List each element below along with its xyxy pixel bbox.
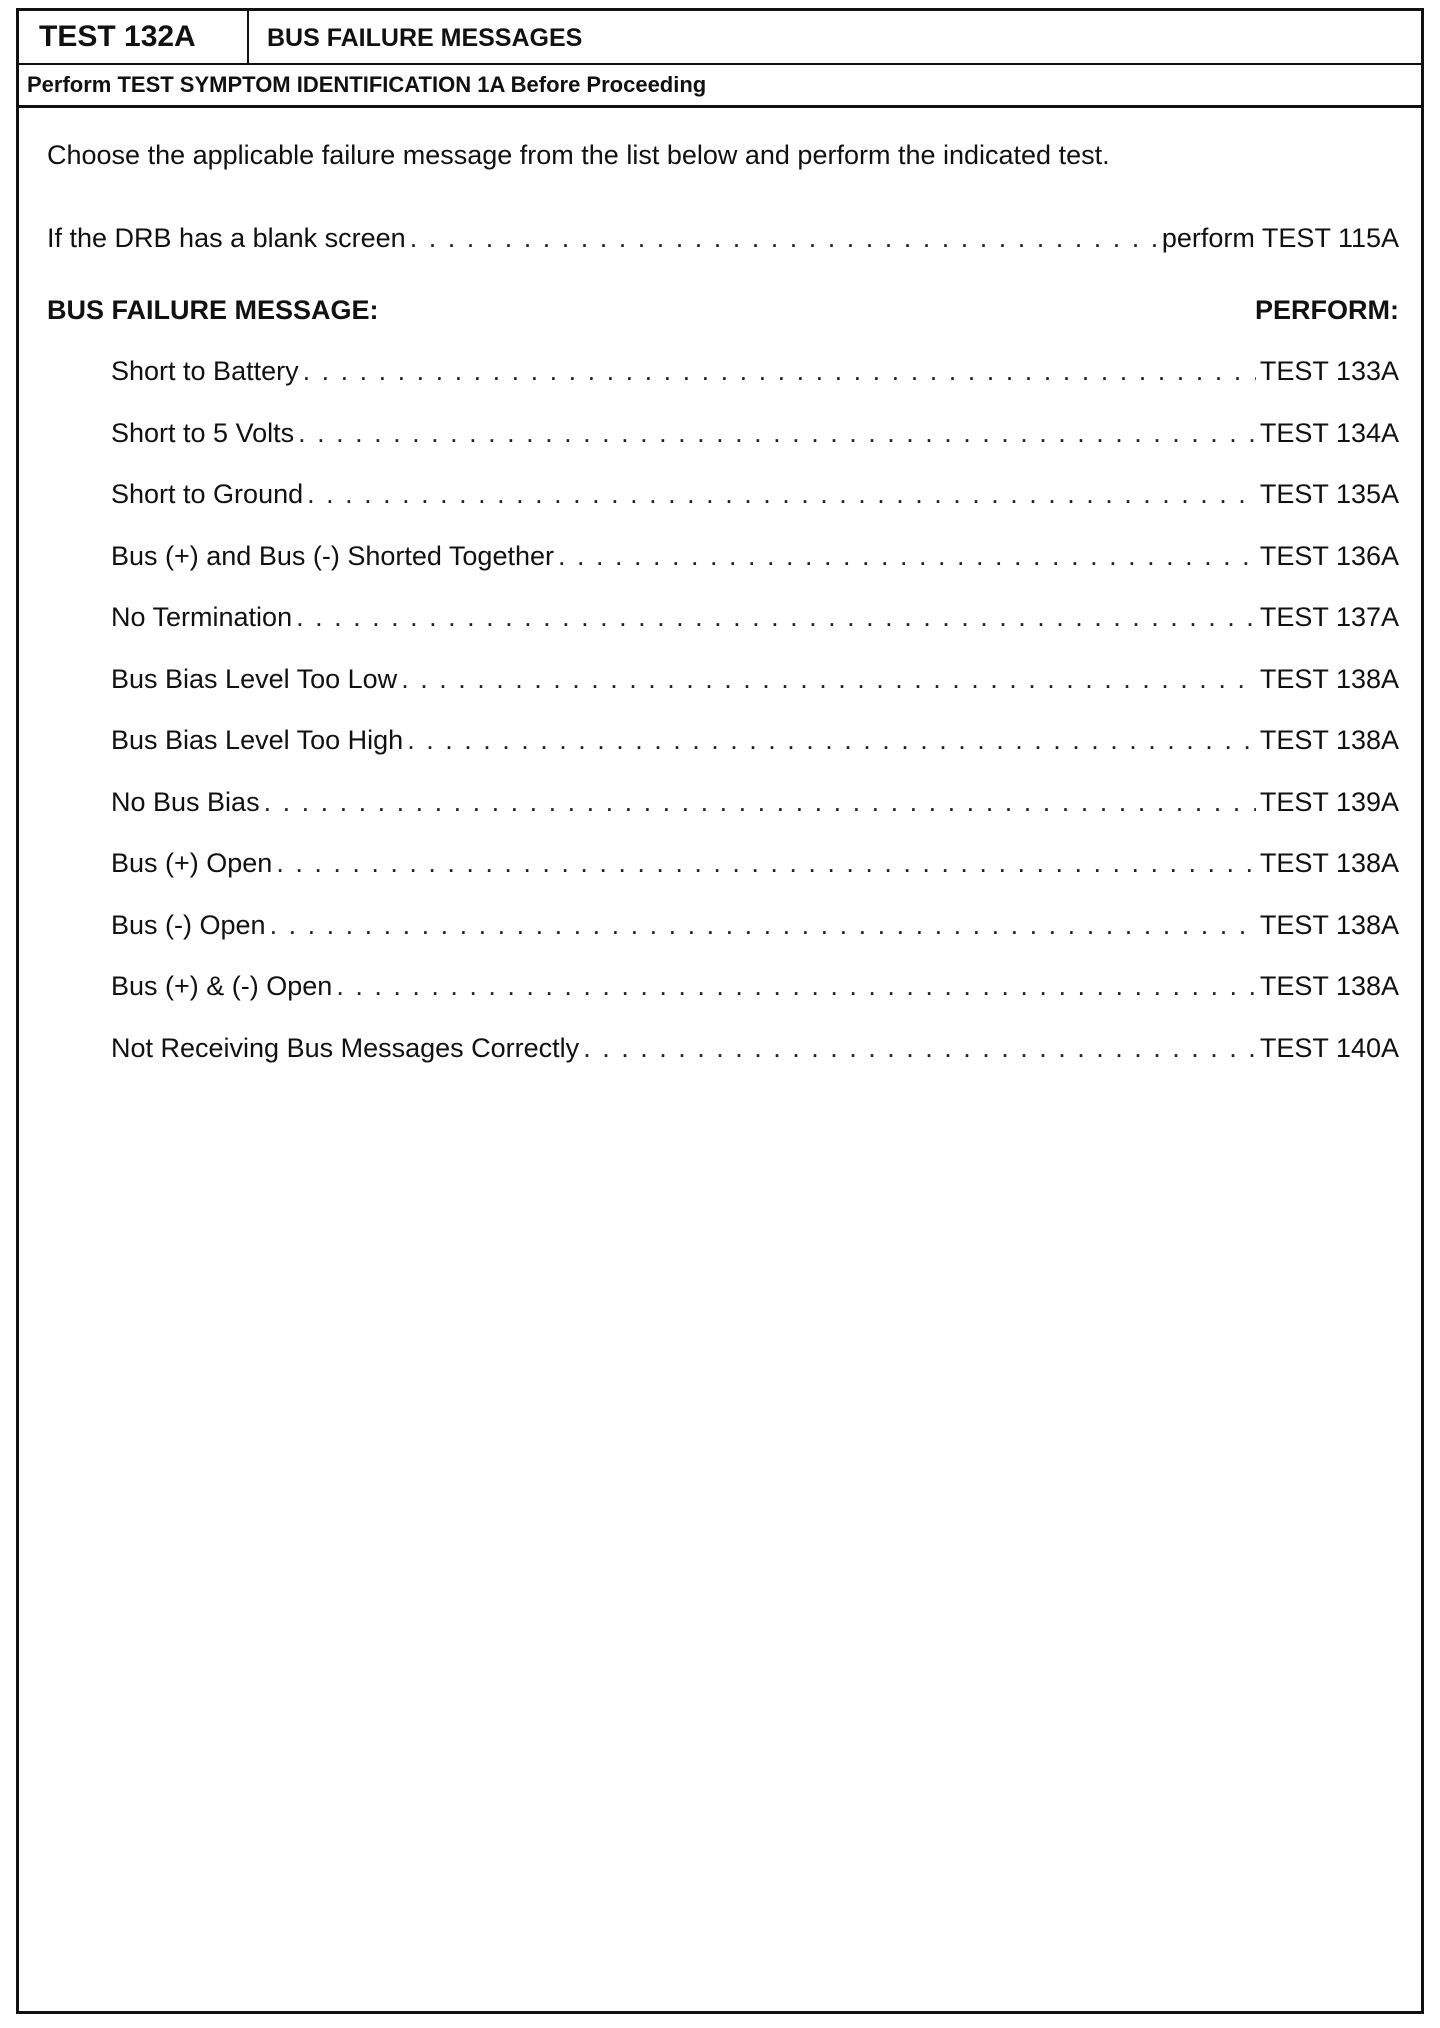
test-id: TEST 132A (19, 11, 249, 63)
list-item (111, 587, 1399, 649)
failure-message-list (47, 341, 1399, 1079)
test-reference: TEST 138A (1259, 663, 1399, 694)
failure-message-label: Short to Ground (111, 479, 304, 509)
perform-column-header: PERFORM: (1255, 295, 1399, 325)
test-reference: TEST 140A (1259, 1032, 1399, 1063)
blank-screen-label: If the DRB has a blank screen (47, 223, 406, 253)
dot-leader (401, 649, 1256, 711)
dot-leader (410, 208, 1158, 269)
list-item (111, 772, 1399, 834)
test-reference: TEST 138A (1259, 909, 1399, 940)
failure-message-label: Bus (-) Open (111, 909, 266, 940)
blank-screen-row (47, 208, 1399, 269)
list-item (111, 833, 1399, 895)
failure-message-label: No Termination (111, 602, 293, 632)
dot-leader (558, 526, 1256, 588)
test-procedure-frame (16, 8, 1424, 2014)
dot-leader (307, 464, 1256, 526)
test-reference: TEST 135A (1259, 479, 1399, 509)
dot-leader (407, 710, 1256, 772)
dot-leader (276, 833, 1256, 895)
list-item (111, 895, 1399, 957)
page-title: BUS FAILURE MESSAGES (267, 24, 583, 52)
prerequisite-note: Perform TEST SYMPTOM IDENTIFICATION 1A Before Proceeding (19, 65, 1421, 108)
dot-leader (296, 587, 1256, 649)
test-reference: TEST 133A (1259, 356, 1399, 386)
list-item (111, 710, 1399, 772)
failure-message-label: Short to 5 Volts (111, 417, 295, 448)
failure-message-label: No Bus Bias (111, 786, 260, 817)
dot-leader (336, 956, 1256, 1018)
test-reference: TEST 138A (1259, 971, 1399, 1001)
list-item (111, 526, 1399, 588)
column-headers (47, 279, 1399, 341)
dot-leader (264, 772, 1256, 834)
failure-message-label: Bus Bias Level Too High (111, 725, 404, 755)
dot-leader (303, 341, 1256, 403)
dot-leader (298, 403, 1256, 465)
dot-leader (583, 1018, 1256, 1080)
failure-message-label: Bus (+) & (-) Open (111, 971, 333, 1001)
failure-message-label: Bus (+) Open (111, 848, 273, 878)
list-item (111, 649, 1399, 711)
failure-message-label: Short to Battery (111, 356, 299, 386)
test-reference: TEST 138A (1259, 725, 1399, 755)
test-reference: TEST 137A (1259, 602, 1399, 632)
list-item (111, 956, 1399, 1018)
instruction-text: Choose the applicable failure message from the list below and perform the indicated test. (47, 140, 1110, 170)
message-column-header: BUS FAILURE MESSAGE: (47, 295, 379, 325)
blank-screen-action: perform TEST 115A (1161, 223, 1399, 253)
test-reference: TEST 136A (1259, 540, 1399, 571)
dot-leader (270, 895, 1256, 957)
list-item (111, 1018, 1399, 1080)
procedure-content (19, 108, 1421, 1079)
list-item (111, 341, 1399, 403)
failure-message-label: Bus (+) and Bus (-) Shorted Together (111, 540, 554, 571)
list-item (111, 403, 1399, 465)
failure-message-label: Bus Bias Level Too Low (111, 663, 398, 694)
test-reference: TEST 139A (1259, 786, 1399, 817)
test-reference: TEST 134A (1259, 417, 1399, 448)
list-item (111, 464, 1399, 526)
header-row (19, 11, 1421, 65)
failure-message-label: Not Receiving Bus Messages Correctly (111, 1032, 580, 1063)
test-reference: TEST 138A (1259, 848, 1399, 878)
